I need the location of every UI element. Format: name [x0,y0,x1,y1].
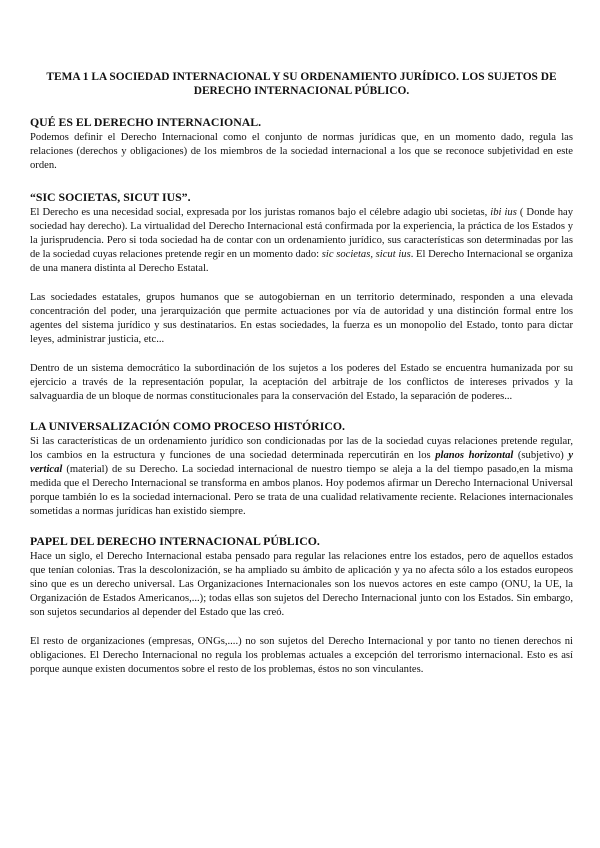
paragraph: Las sociedades estatales, grupos humanos que se autogobiernan en un territorio determinado, responden a una elevada concentración del poder, una jerarquización que permite actuaciones por vía de autoridad y una distinción formal entre los agentes del sistema jurídico y sus destinatarios. En estas sociedades, la fuerza es un monopolio del Estado, tonto para dictar leyes, administrar justicia, etc... [30,292,573,345]
document-title: TEMA 1 LA SOCIEDAD INTERNACIONAL Y SU ORDENAMIENTO JURÍDICO. LOS SUJETOS DE DERECHO INTERNACIONAL PÚBLICO. [46,71,557,97]
section-heading-papel: PAPEL DEL DERECHO INTERNACIONAL PÚBLICO. [30,534,320,548]
document-page [30,70,573,677]
section-papel [30,534,573,677]
paragraph: Dentro de un sistema democrático la subordinación de los sujetos a los poderes del Estado se encuentra humanizada por su ejercicio a través de la representación popular, la aceptación del arbitraje de los conflictos de intereses privados y la salvaguardia de un bloque de normas constitucionales para la conservación del Estado, la separación de poderes... [30,363,573,402]
paragraph [30,206,573,276]
bold-italic-phrase: planos horizontal [435,450,514,461]
text-run: El Derecho es una necesidad social, expresada por los juristas romanos bajo el célebre adagio ubi societas, [30,207,491,218]
paragraph: Hace un siglo, el Derecho Internacional estaba pensado para regular las relaciones entre los estados, pero de aquellos estados que tenían colonias. Tras la descolonización, se ha ampliado su ámbito de aplicación y ya no afecta sólo a los estados europeos sino que es un derecho universal. Las Organizaciones Internacionales son los nuevos actores en este campo (ONU, la UE, la Organización de Estados Americanos,...); todas ellas son sujetos del Derecho Internacional junto con los Estados. Sin embargo, son sujetos secundarios al depender del Estado que las creó. [30,551,573,618]
section-heading-universalizacion: LA UNIVERSALIZACIÓN COMO PROCESO HISTÓRICO. [30,419,345,433]
paragraph [30,435,573,519]
italic-phrase: sic societas, sicut ius [321,249,411,260]
paragraph: Podemos definir el Derecho Internacional como el conjunto de normas jurídicas que, en un momento dado, regula las relaciones (derechos y obligaciones) de los miembros de la sociedad internacional a los que se reconoce subjetividad en este orden. [30,132,573,171]
text-run: Si las características de un ordenamiento jurídico son condicionadas por las de la sociedad cuyas relaciones pretende regular, los cambios en la estructura y funciones de una sociedad determinada repercutirán en los [30,436,573,461]
section-universalizacion [30,419,573,519]
text-run: . El Derecho Internacional se organiza de una manera distinta al Derecho Estatal. [30,249,573,274]
text-run: ( Donde hay sociedad hay derecho). La virtualidad del Derecho Internacional está confirmada por la experiencia, la práctica de los Estados y la jurisprudencia. Pero si toda sociedad ha de contar con un ordenamiento jurídico, sus características son determinadas por las de la sociedad cuyas relaciones pretende regir en un momento dado: [30,207,573,260]
bold-italic-phrase: y vertical [30,450,574,475]
text-run: (material) de su Derecho. La sociedad internacional de nuestro tiempo se aleja a la del tiempo pasado,en la misma medida que el Derecho Internacional se transforma en ambos planos. Hoy podemos afirmar un Derecho Internacional Universal porque también lo es la sociedad internacional. Pero se trata de una cualidad relativamente reciente. Relaciones internacionales sometidas a normas jurídicas han existido siempre. [30,464,573,517]
paragraph: El resto de organizaciones (empresas, ONGs,....) no son sujetos del Derecho Internacional y por tanto no tienen derechos ni obligaciones. El Derecho Internacional no regula los problemas actuales a excepción del terrorismo internacional. Esto es así porque aunque existen documentos sobre el resto de los problemas, éstos no son vinculantes. [30,636,573,675]
section-heading-sic-societas: “SIC SOCIETAS, SICUT IUS”. [30,190,191,204]
text-run: (subjetivo) [513,450,569,461]
italic-phrase: ibi ius [490,207,517,218]
section-que-es [30,115,573,173]
section-heading-que-es: QUÉ ES EL DERECHO INTERNACIONAL. [30,115,262,129]
section-sic-societas [30,190,573,404]
